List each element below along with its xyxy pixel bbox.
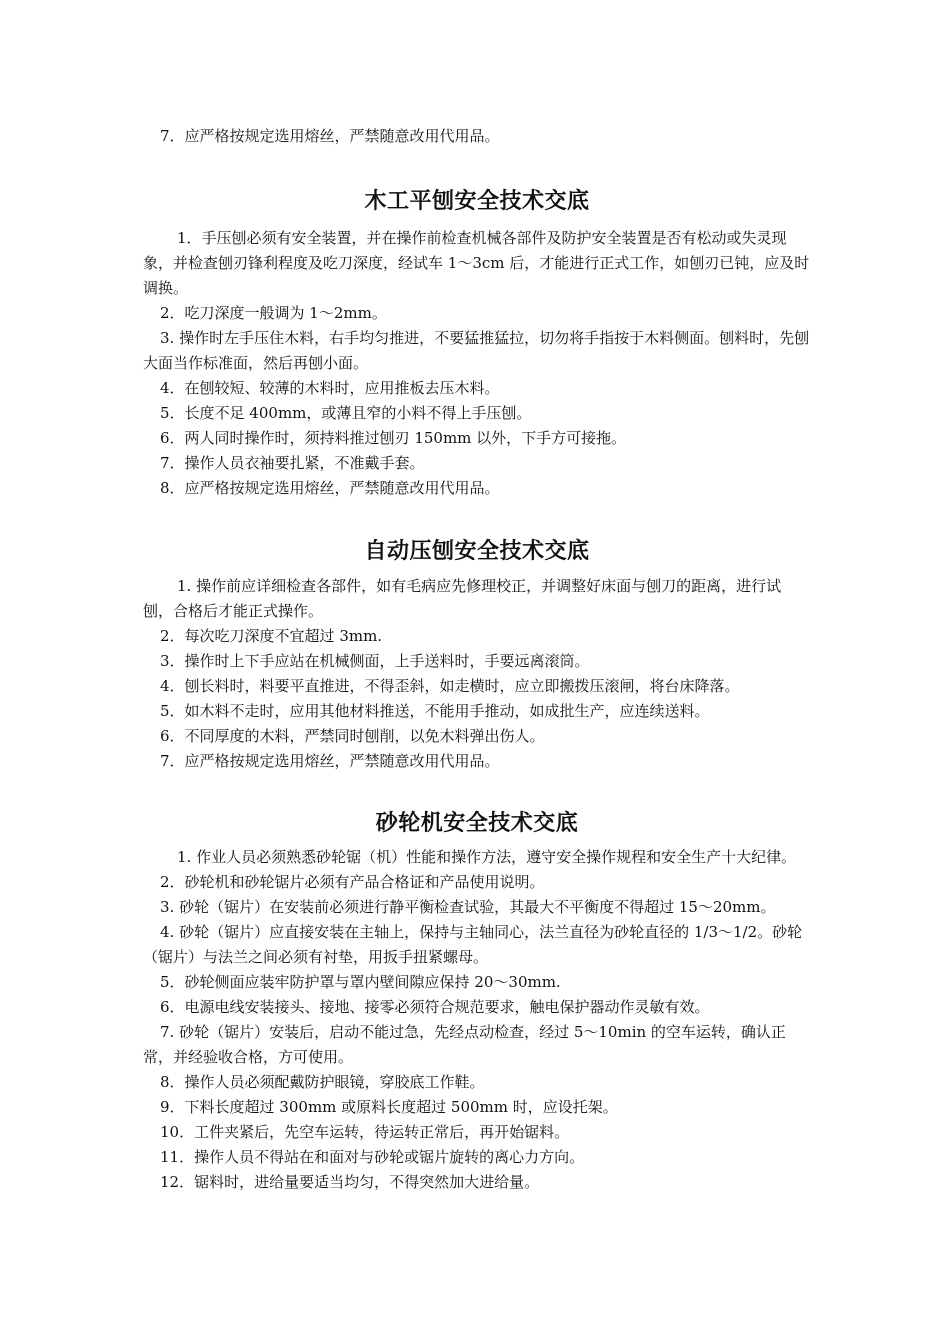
list-item: 5．如木料不走时，应用其他材料推送，不能用手推动，如成批生产，应连续送料。 — [160, 702, 710, 720]
list-item: 1．手压刨必须有安全装置，并在操作前检查机械各部件及防护安全装置是否有松动或失灵现象，并检查刨刃锋利程度及吃刀深度，经试车 1～3cm 后，才能进行正式工作，如刨刃已钝，应及时调换。 — [143, 229, 810, 297]
list-item: 10．工件夹紧后，先空车运转，待运转正常后，再开始锯料。 — [160, 1123, 570, 1141]
list-item: 5．砂轮侧面应装牢防护罩与罩内壁间隙应保持 20～30mm. — [160, 973, 561, 991]
list-item: 5．长度不足 400mm，或薄且窄的小料不得上手压刨。 — [160, 404, 532, 422]
thicknesser-section — [143, 574, 811, 774]
list-item: 6．不同厚度的木料，严禁同时刨削，以免木料弹出伤人。 — [160, 727, 545, 745]
list-item: 9．下料长度超过 300mm 或原料长度超过 500mm 时，应设托架。 — [160, 1098, 618, 1116]
list-item: 2．砂轮机和砂轮锯片必须有产品合格证和产品使用说明。 — [160, 873, 545, 891]
list-item: 1. 作业人员必须熟悉砂轮锯（机）性能和操作方法，遵守安全操作规程和安全生产十大纪律。 — [177, 848, 797, 866]
list-item: 3. 操作时左手压住木料，右手均匀推进，不要猛推猛拉，切勿将手指按于木料侧面。刨料时，先刨大面当作标准面，然后再刨小面。 — [143, 329, 810, 372]
list-item: 7. 砂轮（锯片）安装后，启动不能过急，先经点动检查，经过 5～10min 的空车运转，确认正常，并经验收合格，方可使用。 — [143, 1023, 786, 1066]
list-item: 2．每次吃刀深度不宜超过 3mm. — [160, 627, 383, 645]
list-item: 11．操作人员不得站在和面对与砂轮或锯片旋转的离心力方向。 — [160, 1148, 585, 1166]
section-title-thicknesser: 自动压刨安全技术交底 — [364, 539, 590, 564]
list-item: 4．刨长料时，料要平直推进，不得歪斜，如走横时，应立即搬拨压滚闸，将台床降落。 — [160, 677, 740, 695]
lead-section — [143, 124, 811, 149]
list-item: 8．应严格按规定选用熔丝，严禁随意改用代用品。 — [160, 479, 500, 497]
list-item: 4. 砂轮（锯片）应直接安装在主轴上，保持与主轴同心，法兰直径为砂轮直径的 1/3～1/2。砂轮（锯片）与法兰之间必须有衬垫，用扳手扭紧螺母。 — [143, 923, 803, 966]
list-item: 2．吃刀深度一般调为 1～2mm。 — [160, 304, 387, 322]
grinder-section — [143, 845, 811, 1195]
list-item: 8．操作人员必须配戴防护眼镜，穿胶底工作鞋。 — [160, 1073, 485, 1091]
list-item: 4．在刨较短、较薄的木料时，应用推板去压木料。 — [160, 379, 500, 397]
list-item: 12．锯料时，进给量要适当均匀，不得突然加大进给量。 — [160, 1173, 540, 1191]
list-item: 7．应严格按规定选用熔丝，严禁随意改用代用品。 — [160, 127, 500, 145]
list-item: 3．操作时上下手应站在机械侧面，上手送料时，手要远离滚筒。 — [160, 652, 590, 670]
list-item: 3. 砂轮（锯片）在安装前必须进行静平衡检查试验，其最大不平衡度不得超过 15～20mm。 — [160, 898, 776, 916]
list-item: 7．操作人员衣袖要扎紧，不准戴手套。 — [160, 454, 425, 472]
list-item: 6．电源电线安装接头、接地、接零必须符合规范要求，触电保护器动作灵敏有效。 — [160, 998, 710, 1016]
section-title-grinder: 砂轮机安全技术交底 — [375, 811, 579, 836]
planer-section — [143, 226, 811, 501]
section-title-planer: 木工平刨安全技术交底 — [364, 189, 590, 214]
list-item: 1. 操作前应详细检查各部件，如有毛病应先修理校正，并调整好床面与刨刀的距离，进行试刨，合格后才能正式操作。 — [143, 577, 782, 620]
list-item: 7．应严格按规定选用熔丝，严禁随意改用代用品。 — [160, 752, 500, 770]
list-item: 6．两人同时操作时，须持料推过刨刃 150mm 以外，下手方可接拖。 — [160, 429, 627, 447]
